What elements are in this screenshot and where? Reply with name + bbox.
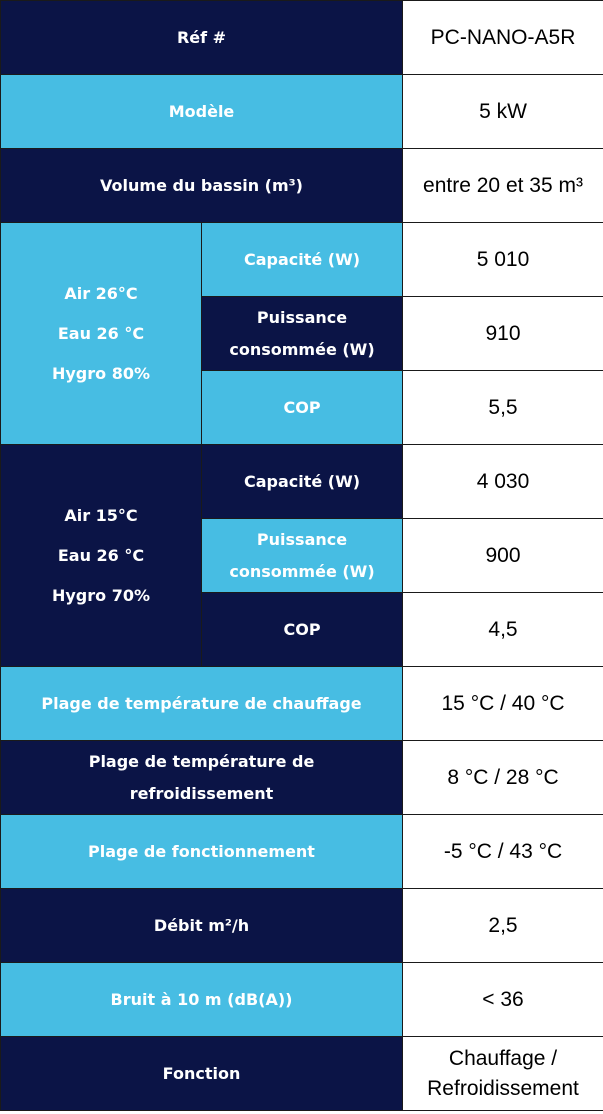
row-volume	[1, 149, 603, 223]
cond1-conditions	[1, 223, 202, 445]
row-bruit	[1, 963, 603, 1037]
fonction-label: Fonction	[1, 1037, 403, 1111]
cond1-puissance-value: 910	[403, 297, 603, 371]
row-chauffage	[1, 667, 603, 741]
cond2-hygro: Hygro 70%	[51, 585, 151, 605]
cond1-puissance-line2: consommée (W)	[229, 339, 375, 359]
chauffage-label: Plage de température de chauffage	[1, 667, 403, 741]
row-cond2-capacite	[1, 445, 603, 519]
volume-label: Volume du bassin (m³)	[1, 149, 403, 223]
debit-label: Débit m²/h	[1, 889, 403, 963]
row-ref	[1, 1, 603, 75]
row-fonction	[1, 1037, 603, 1111]
bruit-value: < 36	[403, 963, 603, 1037]
cond1-eau: Eau 26 °C	[57, 323, 145, 343]
refroid-label	[1, 741, 403, 815]
cond2-cop-value: 4,5	[403, 593, 603, 667]
cond1-cop-value: 5,5	[403, 371, 603, 445]
cond1-capacite-value: 5 010	[403, 223, 603, 297]
modele-label: Modèle	[1, 75, 403, 149]
cond1-air: Air 26°C	[64, 283, 138, 303]
cond2-air: Air 15°C	[64, 505, 138, 525]
cond1-hygro: Hygro 80%	[51, 363, 151, 383]
bruit-label: Bruit à 10 m (dB(A))	[1, 963, 403, 1037]
volume-value: entre 20 et 35 m³	[403, 149, 603, 223]
debit-value: 2,5	[403, 889, 603, 963]
cond2-puissance-line1: Puissance	[256, 529, 348, 549]
row-cond1-capacite	[1, 223, 603, 297]
cond1-capacite-label: Capacité (W)	[202, 223, 403, 297]
cond2-puissance-label	[202, 519, 403, 593]
cond1-cop-label: COP	[202, 371, 403, 445]
cond2-cop-label: COP	[202, 593, 403, 667]
refroid-label-line1: Plage de température de	[88, 751, 315, 771]
cond2-puissance-line2: consommée (W)	[229, 561, 375, 581]
row-debit	[1, 889, 603, 963]
fonction-value	[403, 1037, 603, 1111]
cond2-puissance-value: 900	[403, 519, 603, 593]
ref-label: Réf #	[1, 1, 403, 75]
cond2-capacite-label: Capacité (W)	[202, 445, 403, 519]
modele-value: 5 kW	[403, 75, 603, 149]
row-fonctionnement	[1, 815, 603, 889]
cond2-conditions	[1, 445, 202, 667]
cond2-eau: Eau 26 °C	[57, 545, 145, 565]
chauffage-value: 15 °C / 40 °C	[403, 667, 603, 741]
fonction-value-line2: Refroidissement	[427, 1076, 579, 1100]
fonctionnement-value: -5 °C / 43 °C	[403, 815, 603, 889]
ref-value: PC-NANO-A5R	[403, 1, 603, 75]
row-refroid	[1, 741, 603, 815]
row-modele	[1, 75, 603, 149]
refroid-label-line2: refroidissement	[129, 783, 274, 803]
refroid-value: 8 °C / 28 °C	[403, 741, 603, 815]
cond1-puissance-label	[202, 297, 403, 371]
cond2-capacite-value: 4 030	[403, 445, 603, 519]
cond1-puissance-line1: Puissance	[256, 307, 348, 327]
fonction-value-line1: Chauffage /	[448, 1046, 558, 1070]
fonctionnement-label: Plage de fonctionnement	[1, 815, 403, 889]
